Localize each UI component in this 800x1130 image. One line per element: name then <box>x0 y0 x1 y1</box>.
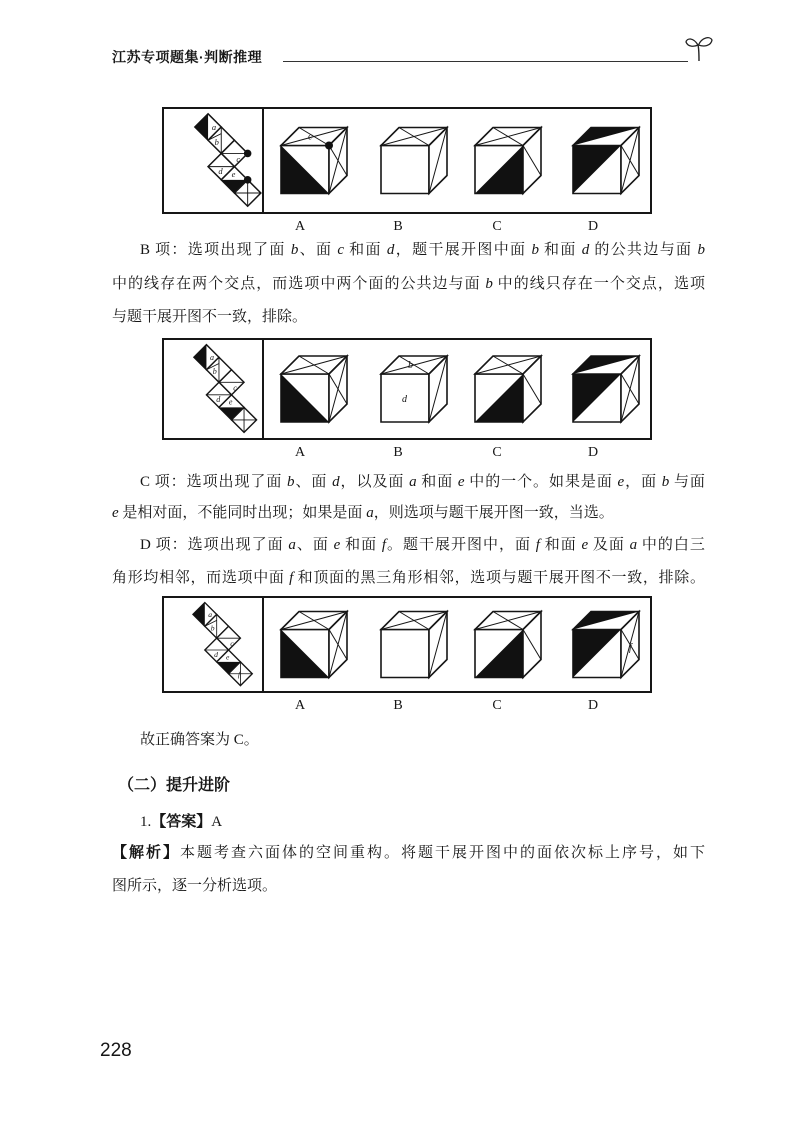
net-label-2: b <box>214 136 219 147</box>
figure-3-option-label-c: C <box>492 698 502 713</box>
figure-3-diagram <box>164 598 650 691</box>
net-label-2: b <box>210 623 215 633</box>
answer-tag: 【答案】 <box>151 813 212 830</box>
cube-front-label: d <box>402 394 407 405</box>
option-b-line-1: B 项：选项出现了面 b、面 c 和面 d，题干展开图中面 b 和面 d 的公共边与面 b <box>140 242 705 258</box>
option-d-cube <box>573 612 639 678</box>
figure-1-diagram <box>164 109 650 212</box>
conclusion-text: 故正确答案为 C。 <box>140 732 259 748</box>
option-a-cube <box>281 128 347 194</box>
option-d-line-1: D 项：选项出现了面 a、面 e 和面 f。题干展开图中，面 f 和面 e 及面 a 中的白三 <box>140 537 705 553</box>
figure-2-option-label-d: D <box>587 445 599 460</box>
net-black-triangle <box>193 603 205 627</box>
cube-top-label: b <box>408 360 413 371</box>
option-b-cube <box>381 612 447 678</box>
figure-3 <box>162 596 652 693</box>
cube-right-label: f <box>629 642 632 654</box>
net-black-triangle <box>194 345 207 370</box>
option-c-cube <box>475 128 541 194</box>
option-c-line-1: C 项：选项出现了面 b、面 d，以及面 a 和面 e 中的一个。如果是面 e，面 b 与面 <box>140 474 705 490</box>
cube-front-face <box>381 630 429 678</box>
sprout-icon <box>684 33 714 63</box>
cube-top-label: c <box>308 131 313 143</box>
option-c-cube <box>475 356 541 422</box>
running-header-title: 江苏专项题集·判断推理 <box>112 49 263 65</box>
option-b-cube <box>381 128 447 194</box>
figure-1-option-label-d: D <box>587 219 599 234</box>
figure-3-option-label-b: B <box>393 698 403 713</box>
figure-3-option-label-d: D <box>587 698 599 713</box>
header-rule <box>283 61 688 62</box>
net-label-1: a <box>208 609 213 619</box>
option-b-line-2: 中的线存在两个交点，而选项中两个面的公共边与面 b 中的线只存在一个交点，选项 <box>112 276 705 292</box>
figure-2-option-label-c: C <box>492 445 502 460</box>
option-b-line-3: 与题干展开图不一致，排除。 <box>112 309 308 325</box>
net-label-5: e <box>226 652 230 662</box>
net-label-3: c <box>230 638 234 648</box>
analysis-line-2: 图所示，逐一分析选项。 <box>112 878 278 894</box>
figure-3-net <box>193 603 252 686</box>
sprout-right-leaf <box>699 38 713 46</box>
question-number: 1. <box>140 814 152 830</box>
figure-1-net <box>195 114 261 206</box>
net-label-6: f <box>237 670 241 680</box>
figure-1-option-label-b: B <box>393 219 403 234</box>
option-d-cube <box>573 128 639 194</box>
net-label-3: c <box>236 153 241 164</box>
figure-2-net <box>194 345 257 433</box>
figure-2-option-label-b: B <box>393 445 403 460</box>
net-marker-dot-2 <box>244 176 252 184</box>
section-title: （二）提升进阶 <box>118 777 231 794</box>
sprout-left-leaf <box>686 39 698 46</box>
net-black-triangle <box>195 114 208 140</box>
net-marker-dot-1 <box>244 150 252 158</box>
analysis-tag: 【解析】 <box>112 844 180 861</box>
net-label-2: b <box>212 367 217 377</box>
sprout-stem <box>698 45 699 61</box>
option-d-line-2: 角形均相邻，而选项中面 f 和顶面的黑三角形相邻，选项与题干展开图不一致，排除。 <box>112 570 705 586</box>
net-label-1: a <box>211 121 217 132</box>
net-label-4: d <box>216 394 221 404</box>
figure-2-option-label-a: A <box>294 445 306 460</box>
figure-2 <box>162 338 652 440</box>
figure-1-option-label-c: C <box>492 219 502 234</box>
analysis-text-1: 本题考查六面体的空间重构。将题干展开图中的面依次标上序号，如下 <box>180 845 705 861</box>
option-a-cube <box>281 612 347 678</box>
answer-value: A <box>211 814 223 830</box>
net-label-4: d <box>214 649 218 659</box>
option-c-cube <box>475 612 541 678</box>
cube-marker-dot <box>325 142 333 150</box>
cube-front-face <box>381 146 429 194</box>
analysis-line-1 <box>112 843 705 863</box>
option-d-cube <box>573 356 639 422</box>
net-label-5: e <box>228 397 233 407</box>
question-1-answer-line <box>140 812 222 832</box>
figure-2-diagram <box>164 340 650 438</box>
option-a-cube <box>281 356 347 422</box>
figure-1 <box>162 107 652 214</box>
figure-3-option-label-a: A <box>294 698 306 713</box>
page-number: 228 <box>100 1040 132 1061</box>
net-label-1: a <box>210 352 215 362</box>
figure-1-option-label-a: A <box>294 219 306 234</box>
net-label-4: d <box>218 166 223 177</box>
option-b-cube <box>381 356 447 422</box>
option-c-line-2: e 是相对面，不能同时出现；如果是面 a，则选项与题干展开图一致，当选。 <box>112 505 614 521</box>
net-label-5: e <box>231 169 236 179</box>
net-label-3: c <box>233 383 237 393</box>
